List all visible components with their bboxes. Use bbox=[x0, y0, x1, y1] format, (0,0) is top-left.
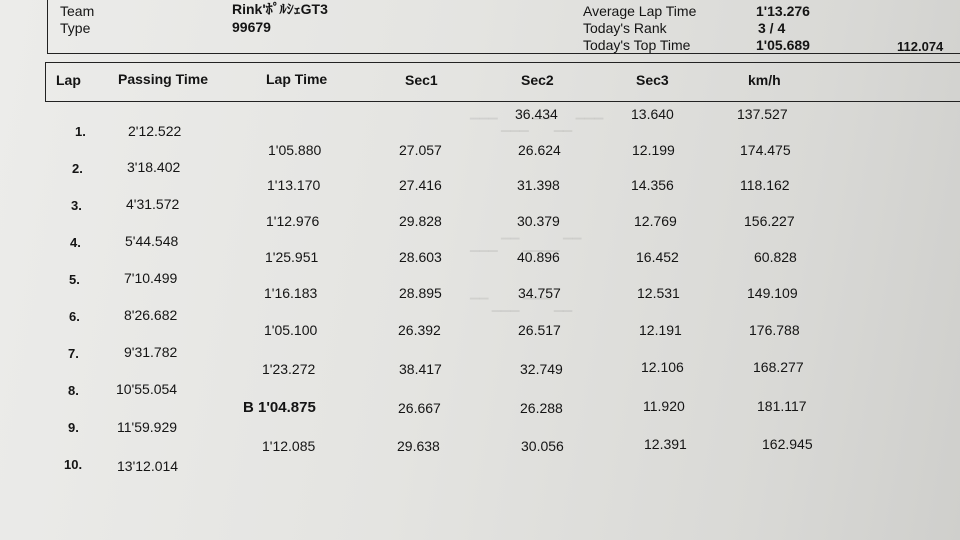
lap-number: 5. bbox=[69, 272, 80, 287]
speed-kmh: 156.227 bbox=[744, 213, 795, 229]
lap-time: 1'25.951 bbox=[265, 249, 319, 265]
sec3-time: 11.920 bbox=[643, 398, 685, 414]
col-sec2: Sec2 bbox=[521, 72, 554, 88]
sec2-time: 26.624 bbox=[518, 142, 561, 158]
lap-number: 1. bbox=[75, 124, 86, 139]
sec2-time: 30.379 bbox=[517, 213, 560, 229]
sec1-time: 38.417 bbox=[399, 361, 442, 377]
top-time-label: Today's Top Time bbox=[583, 37, 691, 53]
sec1-time: 26.392 bbox=[398, 322, 441, 338]
sec1-time: 27.416 bbox=[399, 177, 442, 193]
lap-time: 1'16.183 bbox=[264, 285, 318, 301]
passing-time: 2'12.522 bbox=[128, 123, 182, 139]
lap-time: 1'23.272 bbox=[262, 361, 316, 377]
sec3-time: 12.199 bbox=[632, 142, 675, 158]
top-time-value: 1'05.689 bbox=[756, 37, 810, 53]
type-label: Type bbox=[60, 20, 91, 36]
sec3-time: 12.769 bbox=[634, 213, 677, 229]
lap-time: 1'13.170 bbox=[267, 177, 321, 193]
sec3-time: 14.356 bbox=[631, 177, 674, 193]
passing-time: 13'12.014 bbox=[117, 458, 179, 474]
speed-kmh: 60.828 bbox=[754, 249, 797, 265]
col-laptime: Lap Time bbox=[266, 71, 328, 87]
passing-time: 9'31.782 bbox=[124, 344, 178, 360]
rank-label: Today's Rank bbox=[583, 20, 667, 36]
speed-kmh: 174.475 bbox=[740, 142, 791, 158]
bleed-through: ▔▔▔ ▁▁▁ ▔▔ ▁▁ ▔▔▔ bbox=[470, 118, 604, 132]
col-passing: Passing Time bbox=[118, 71, 209, 87]
sec3-time: 12.391 bbox=[644, 436, 687, 452]
passing-time: 11'59.929 bbox=[117, 419, 178, 435]
sec2-time: 34.757 bbox=[518, 285, 561, 301]
lap-number: 7. bbox=[68, 346, 79, 361]
lap-number: 3. bbox=[71, 198, 82, 213]
passing-time: 10'55.054 bbox=[116, 381, 178, 397]
top-speed-value: 112.074 bbox=[897, 39, 944, 54]
bleed-through: ▁▁▁ ▔▔ ▁▁▁▁ ▔▔ bbox=[470, 238, 582, 252]
best-lap-time: B 1'04.875 bbox=[243, 399, 316, 416]
avg-lap-value: 1'13.276 bbox=[756, 3, 810, 19]
lap-time: 1'12.085 bbox=[262, 438, 316, 454]
team-value: Rink'ﾎﾟﾙｼｪGT3 bbox=[232, 1, 328, 17]
speed-kmh: 181.117 bbox=[757, 398, 807, 414]
sec1-time: 26.667 bbox=[398, 400, 441, 416]
lap-number: 4. bbox=[70, 235, 81, 250]
lap-number: 9. bbox=[68, 420, 79, 435]
passing-time: 7'10.499 bbox=[124, 270, 178, 286]
sec1-time: 29.638 bbox=[397, 438, 440, 454]
lap-number: 8. bbox=[68, 383, 79, 398]
sec1-time: 27.057 bbox=[399, 142, 442, 158]
sec3-time: 12.106 bbox=[641, 359, 684, 375]
col-kmh: km/h bbox=[748, 72, 781, 88]
speed-kmh: 118.162 bbox=[740, 177, 790, 193]
bleed-through: ▔▔ ▁▁▁ ▔▔▔ ▁▁ bbox=[470, 298, 573, 312]
sec1-time: 28.603 bbox=[399, 249, 442, 265]
speed-kmh: 149.109 bbox=[747, 285, 798, 301]
speed-kmh: 168.277 bbox=[753, 359, 804, 375]
lap-time: 1'05.880 bbox=[268, 142, 322, 158]
lap-number: 6. bbox=[69, 309, 80, 324]
passing-time: 3'18.402 bbox=[127, 159, 181, 175]
passing-time: 5'44.548 bbox=[125, 233, 179, 249]
lap-time: 1'12.976 bbox=[266, 213, 320, 229]
col-sec1: Sec1 bbox=[405, 72, 438, 88]
partial-kmh: 137.527 bbox=[737, 106, 788, 122]
sec1-time: 28.895 bbox=[399, 285, 442, 301]
passing-time: 4'31.572 bbox=[126, 196, 180, 212]
team-label: Team bbox=[60, 3, 95, 19]
lap-time: 1'05.100 bbox=[264, 322, 318, 338]
sec2-time: 31.398 bbox=[517, 177, 560, 193]
sec3-time: 12.531 bbox=[637, 285, 680, 301]
speed-kmh: 176.788 bbox=[749, 322, 800, 338]
sec2-time: 32.749 bbox=[520, 361, 563, 377]
col-lap: Lap bbox=[56, 72, 81, 88]
sec2-time: 40.896 bbox=[517, 249, 560, 265]
lap-number: 2. bbox=[72, 161, 83, 176]
sec1-time: 29.828 bbox=[399, 213, 442, 229]
speed-kmh: 162.945 bbox=[762, 436, 813, 452]
sec2-time: 26.288 bbox=[520, 400, 563, 416]
sec2-time: 30.056 bbox=[521, 438, 564, 454]
col-sec3: Sec3 bbox=[636, 72, 669, 88]
lap-number: 10. bbox=[64, 457, 83, 472]
info-box bbox=[47, 0, 960, 54]
passing-time: 8'26.682 bbox=[124, 307, 178, 323]
sec2-time: 26.517 bbox=[518, 322, 561, 338]
rank-value: 3 / 4 bbox=[758, 20, 786, 36]
sec3-time: 12.191 bbox=[639, 322, 682, 338]
sec3-time: 16.452 bbox=[636, 249, 679, 265]
type-value: 99679 bbox=[232, 19, 271, 35]
partial-sec3: 13.640 bbox=[631, 106, 674, 122]
partial-sec2: 36.434 bbox=[515, 106, 558, 122]
avg-lap-label: Average Lap Time bbox=[583, 3, 697, 19]
